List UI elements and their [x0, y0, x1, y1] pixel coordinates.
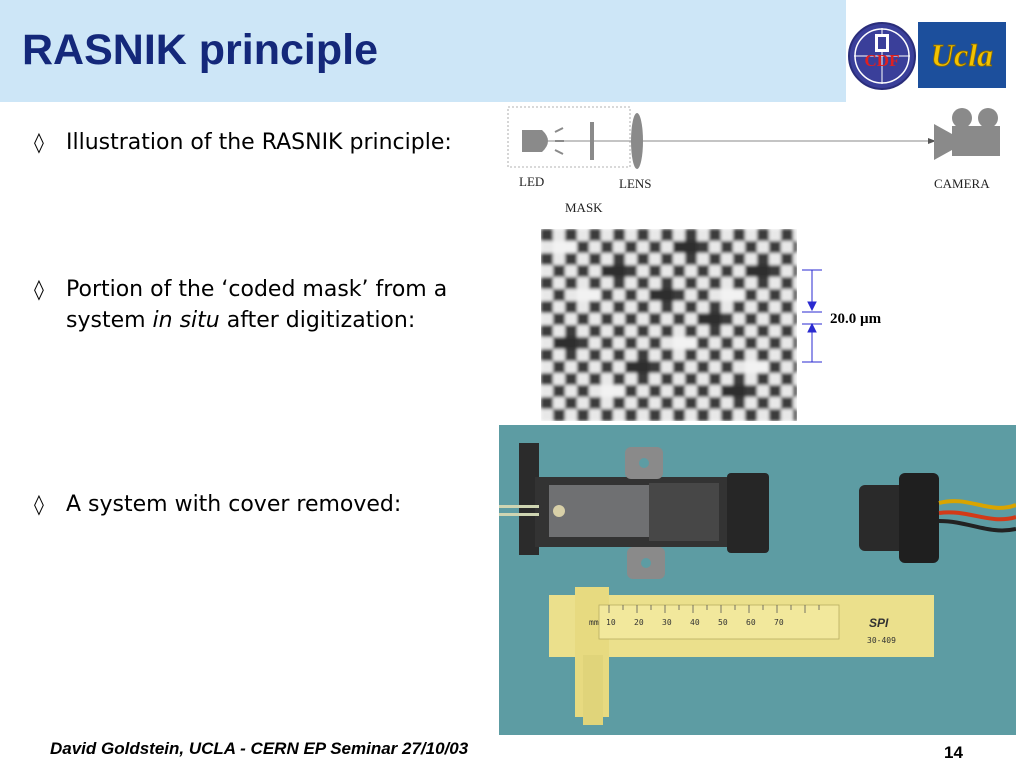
- svg-text:20: 20: [634, 618, 644, 627]
- mask-label: MASK: [565, 200, 603, 215]
- svg-text:mm: mm: [589, 618, 599, 627]
- camera-label: CAMERA: [934, 176, 990, 191]
- scale-label: 20.0 µm: [830, 311, 882, 327]
- led-label: LED: [519, 174, 545, 189]
- bullet-text: Portion of the ‘coded mask’ from a system in situ after digitization:: [66, 277, 448, 333]
- svg-text:60: 60: [746, 618, 756, 627]
- svg-text:40: 40: [690, 618, 700, 627]
- slide-title: RASNIK principle: [22, 26, 378, 74]
- svg-text:70: 70: [774, 618, 784, 627]
- svg-text:50: 50: [718, 618, 728, 627]
- svg-text:CDF: CDF: [864, 51, 900, 70]
- diamond-bullet-icon: ◊: [34, 130, 44, 154]
- ucla-logo: [918, 22, 1006, 88]
- system-photo: [499, 425, 1016, 735]
- svg-text:Ucla: Ucla: [930, 37, 994, 73]
- bullet-text: A system with cover removed:: [66, 492, 402, 517]
- svg-text:30: 30: [662, 618, 672, 627]
- page-number: 14: [944, 743, 963, 762]
- footer-text: David Goldstein, UCLA - CERN EP Seminar 27/10/03: [50, 739, 469, 758]
- cdf-logo: [846, 20, 918, 92]
- svg-text:10: 10: [606, 618, 616, 627]
- lens-label: LENS: [619, 176, 652, 191]
- scale-marker: [796, 266, 926, 366]
- diamond-bullet-icon: ◊: [34, 492, 44, 516]
- rasnik-diagram: [506, 106, 1016, 218]
- coded-mask-image: [541, 229, 797, 421]
- svg-text:30-409: 30-409: [867, 636, 896, 645]
- camera-icon: [934, 108, 1000, 160]
- svg-text:SPI: SPI: [869, 616, 889, 630]
- diamond-bullet-icon: ◊: [34, 277, 44, 301]
- bullet-text: Illustration of the RASNIK principle:: [66, 130, 452, 155]
